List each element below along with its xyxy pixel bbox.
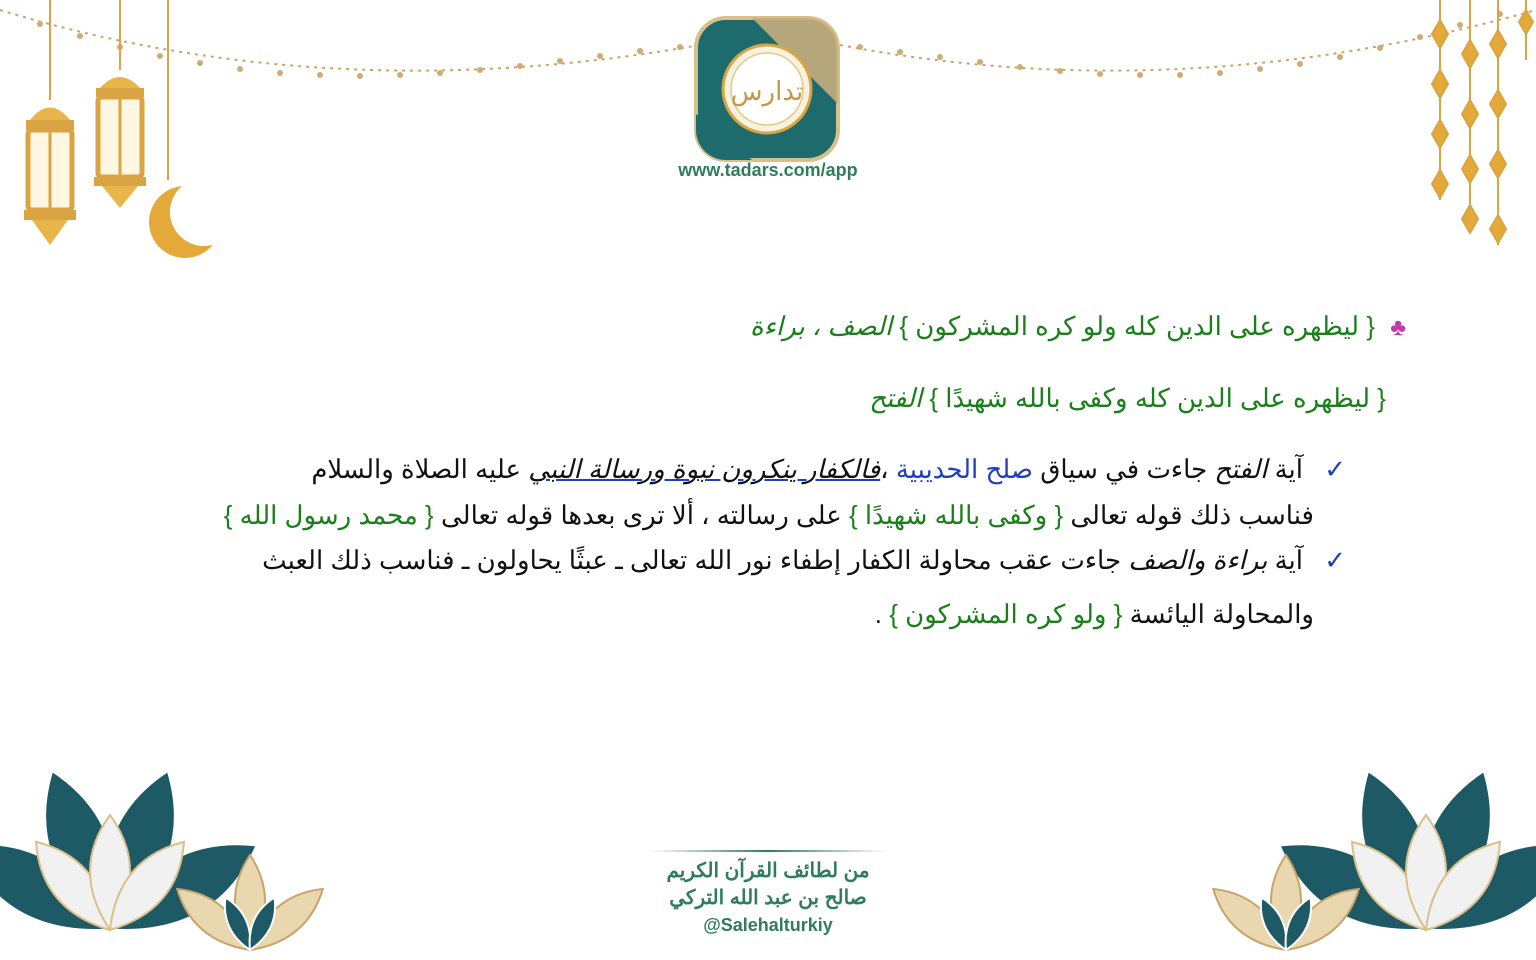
text: آية	[1274, 545, 1303, 575]
checkmark-icon: ✓	[1324, 545, 1346, 575]
hanging-diamonds-decoration	[1432, 0, 1533, 245]
surah-names: براءة والصف	[1128, 545, 1268, 575]
hudaybiyyah-text: صلح الحديبية	[895, 454, 1033, 484]
text: على رسالته ، ألا ترى بعدها قوله تعالى	[440, 500, 842, 530]
text: عليه الصلاة والسلام	[311, 454, 522, 484]
verse-quote: { وكفى بالله شهيدًا }	[849, 500, 1064, 530]
club-bullet-icon: ♣	[1390, 314, 1406, 341]
website-url-link[interactable]: www.tadars.com/app	[678, 160, 858, 180]
footer-handle[interactable]: @Salehalturkiy	[703, 915, 833, 935]
lantern-icon	[24, 0, 76, 245]
point-1-line-1	[311, 446, 1346, 492]
verse-line-2	[869, 375, 1386, 421]
text: جاءت في سياق	[1040, 454, 1208, 484]
tadars-logo[interactable]	[692, 14, 842, 164]
footer-author: صالح بن عبد الله التركي	[669, 887, 867, 909]
text: آية	[1274, 454, 1303, 484]
ornamental-divider	[648, 850, 888, 852]
crescent-moon-icon	[149, 0, 238, 258]
text: .	[874, 599, 883, 629]
text: فناسب ذلك قوله تعالى	[1070, 500, 1314, 530]
point-2-line-2	[875, 591, 1314, 637]
lantern-icon	[94, 0, 146, 208]
surah-label: الفتح	[869, 383, 923, 413]
text: والمحاولة اليائسة	[1129, 599, 1314, 629]
verse-quote: { ليظهره على الدين كله وكفى بالله شهيدًا }	[929, 383, 1386, 413]
verse-quote: { محمد رسول الله }	[223, 500, 434, 530]
flower-ornament-right	[1196, 740, 1536, 960]
verse-line-1	[750, 303, 1406, 351]
flower-ornament-left	[0, 740, 340, 960]
footer-title: من لطائف القرآن الكريم	[666, 860, 870, 882]
surah-label: الصف ، براءة	[750, 311, 893, 341]
point-1-line-2	[224, 492, 1314, 538]
text: جاءت عقب محاولة الكفار إطفاء نور الله تعالى ـ عبثًا يحاولون ـ فناسب ذلك العبث	[262, 545, 1122, 575]
svg-text:تدارس: تدارس	[730, 77, 804, 107]
underlined-text: فالكفار ينكرون نبوة ورسالة النبي	[528, 454, 881, 484]
text: ،	[880, 454, 889, 484]
verse-quote: { ليظهره على الدين كله ولو كره المشركون }	[899, 311, 1376, 341]
point-2-line-1	[262, 537, 1346, 583]
footer-credits	[588, 850, 948, 938]
logo-badge-icon	[692, 14, 842, 164]
surah-name: الفتح	[1214, 454, 1268, 484]
checkmark-icon: ✓	[1324, 454, 1346, 484]
verse-quote: { ولو كره المشركون }	[889, 599, 1123, 629]
